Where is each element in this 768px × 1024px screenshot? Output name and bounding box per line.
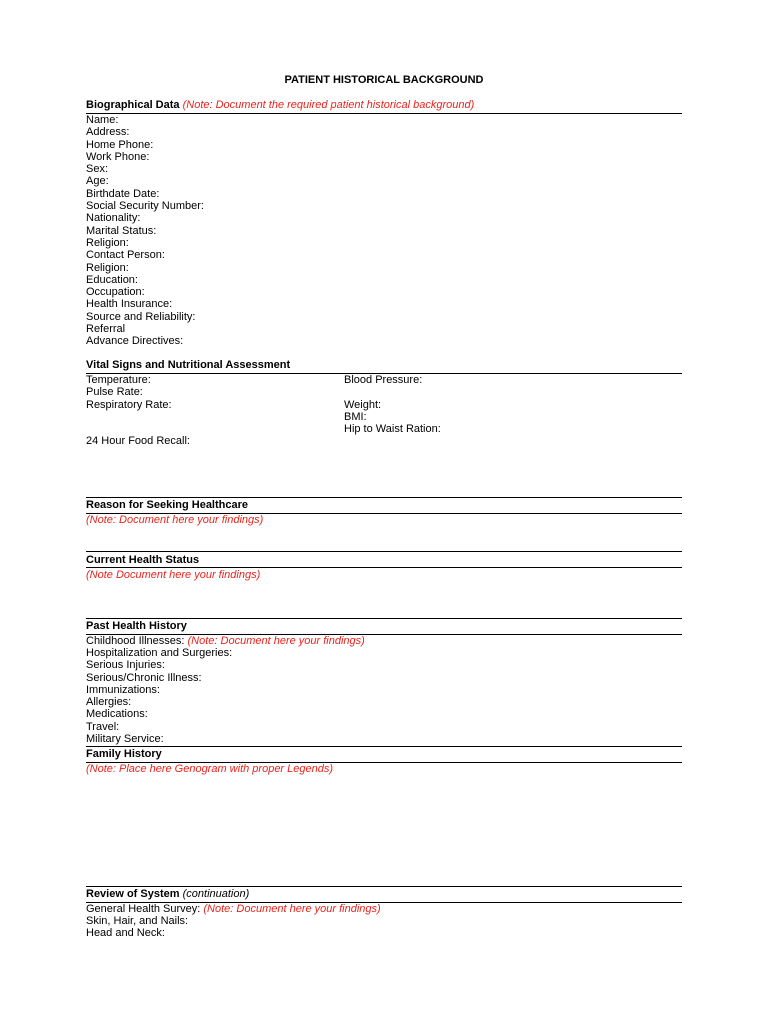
- field-label: Pulse Rate:: [86, 386, 143, 399]
- family-heading: Family History: [86, 748, 162, 760]
- general-health-survey-label: General Health Survey:: [86, 903, 204, 915]
- field-label: Serious/Chronic Illness:: [86, 671, 202, 684]
- field-label: Head and Neck:: [86, 927, 165, 940]
- current-note: (Note Document here your findings): [86, 569, 261, 581]
- past-heading: Past Health History: [86, 620, 187, 632]
- review-fields: [86, 915, 188, 940]
- field-label: Military Service:: [86, 733, 164, 746]
- field-label: Education:: [86, 273, 138, 286]
- family-top-rule: [86, 746, 682, 747]
- field-label: Medications:: [86, 708, 148, 721]
- field-label: Advance Directives:: [86, 335, 184, 348]
- field-label: Religion:: [86, 261, 129, 274]
- field-label: Sex:: [86, 163, 109, 176]
- current-heading: Current Health Status: [86, 554, 200, 566]
- field-label: Allergies:: [86, 696, 132, 709]
- field-label: Occupation:: [86, 286, 145, 299]
- field-label: Religion:: [86, 236, 129, 249]
- field-label: Hip to Waist Ration:: [344, 423, 441, 436]
- biographical-heading: [86, 99, 682, 112]
- field-label: Contact Person:: [86, 249, 165, 262]
- field-label: Work Phone:: [86, 150, 150, 163]
- vitals-heading: Vital Signs and Nutritional Assessment: [86, 359, 291, 371]
- past-note: (Note: Document here your findings): [187, 635, 365, 647]
- field-label: Referral: [86, 323, 126, 336]
- field-label: Temperature:: [86, 374, 151, 386]
- field-label: Nationality:: [86, 212, 141, 225]
- reason-top-rule: [86, 497, 682, 498]
- field-label: Blood Pressure:: [344, 374, 423, 386]
- field-label: BMI:: [344, 410, 367, 423]
- vitals-right-fields: [344, 374, 441, 435]
- review-suffix: (continuation): [182, 888, 250, 900]
- field-label: Hospitalization and Surgeries:: [86, 647, 233, 659]
- past-fields: [86, 647, 232, 745]
- field-label: Immunizations:: [86, 683, 160, 696]
- biographical-note: (Note: Document the required patient historical background): [182, 99, 475, 111]
- field-label: Weight:: [344, 398, 382, 411]
- review-heading-text: Review of System: [86, 888, 180, 900]
- field-label: Age:: [86, 175, 109, 188]
- childhood-illnesses-label: Childhood Illnesses:: [86, 635, 188, 647]
- review-top-rule: [86, 886, 682, 887]
- field-label: Skin, Hair, and Nails:: [86, 915, 189, 927]
- biographical-heading-text: Biographical Data: [86, 99, 180, 111]
- field-label: Source and Reliability:: [86, 310, 196, 323]
- biographical-fields: [86, 114, 204, 348]
- field-label: Health Insurance:: [86, 298, 173, 311]
- document-page: [86, 0, 682, 1024]
- current-rule: [86, 567, 682, 568]
- reason-heading: Reason for Seeking Healthcare: [86, 499, 249, 511]
- current-top-rule: [86, 551, 682, 552]
- field-label: Name:: [86, 114, 119, 126]
- field-label: Birthdate Date:: [86, 187, 160, 200]
- food-recall-label: 24 Hour Food Recall:: [86, 435, 190, 447]
- family-note: (Note: Place here Genogram with proper Legends): [86, 763, 334, 775]
- field-label: Respiratory Rate:: [86, 398, 172, 411]
- field-label: Address:: [86, 126, 130, 139]
- field-label: [344, 386, 441, 398]
- field-label: Travel:: [86, 720, 120, 733]
- past-top-rule: [86, 618, 682, 619]
- field-label: Social Security Number:: [86, 200, 204, 213]
- vitals-left-fields: [86, 374, 172, 411]
- field-label: Home Phone:: [86, 138, 154, 151]
- field-label: Marital Status:: [86, 224, 157, 237]
- review-heading: [86, 888, 682, 901]
- document-title: PATIENT HISTORICAL BACKGROUND: [284, 74, 484, 86]
- field-label: Serious Injuries:: [86, 659, 165, 672]
- reason-note: (Note: Document here your findings): [86, 514, 264, 526]
- review-note: (Note: Document here your findings): [203, 903, 381, 915]
